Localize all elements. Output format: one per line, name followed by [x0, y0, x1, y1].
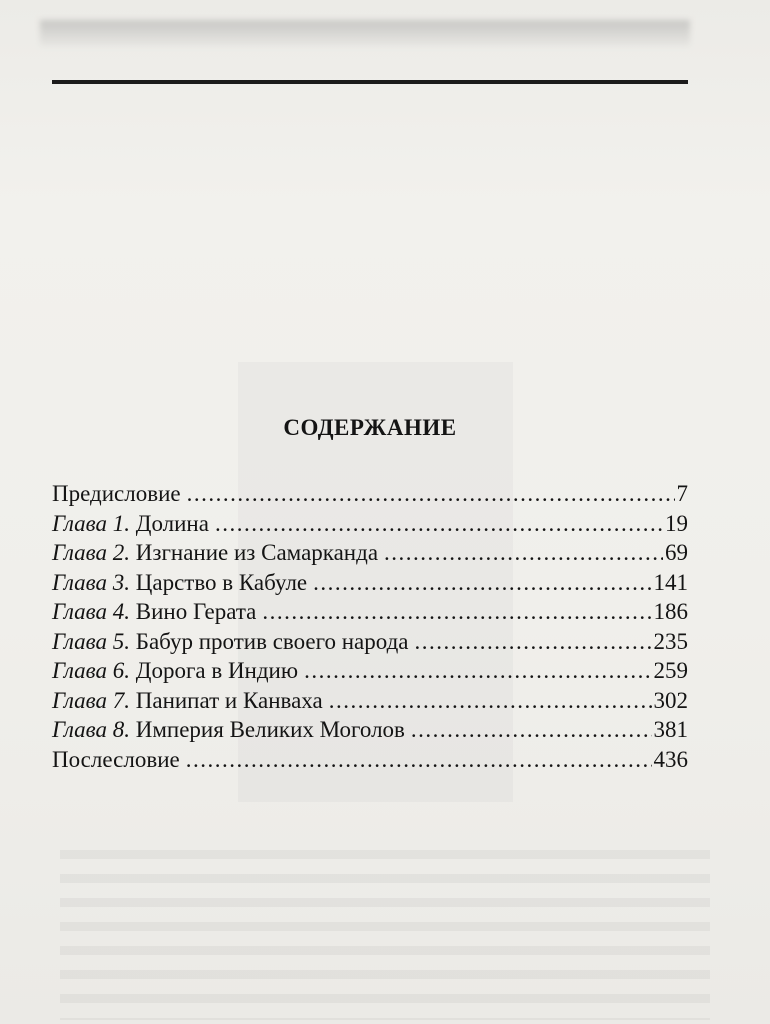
- toc-chapter-number: Глава 3.: [52, 569, 130, 595]
- toc-page-number: 69: [665, 540, 688, 565]
- toc-entry: [52, 597, 688, 627]
- page-title: СОДЕРЖАНИЕ: [283, 415, 457, 441]
- toc-page-number: 381: [653, 717, 688, 742]
- toc-chapter-number: Глава 4.: [52, 599, 130, 624]
- toc-leader-dots: [186, 745, 652, 775]
- toc-page-number: 259: [653, 658, 688, 683]
- toc-chapter-number: Глава 5.: [52, 628, 130, 654]
- toc-page-number: 436: [653, 746, 688, 772]
- toc-entry: [52, 538, 688, 568]
- toc-page-number: 302: [653, 687, 688, 713]
- toc-entry-label: [52, 627, 411, 657]
- toc-page-number: 235: [653, 628, 688, 654]
- toc-chapter-number: Глава 8.: [52, 717, 130, 742]
- toc-entry-label: [52, 656, 300, 686]
- toc-entry-title: Послесловие: [52, 746, 180, 772]
- toc-leader-dots: [313, 568, 651, 598]
- toc-entry: [52, 656, 688, 686]
- toc-leader-dots: [187, 479, 675, 509]
- toc-chapter-number: Глава 6.: [52, 658, 130, 683]
- toc-entry-label: [52, 568, 309, 598]
- toc-entry: [52, 686, 688, 716]
- toc-chapter-number: Глава 7.: [52, 687, 130, 713]
- toc-leader-dots: [304, 656, 651, 686]
- toc-entry-title: Бабур против своего народа: [135, 628, 409, 654]
- toc-entry-title: Царство в Кабуле: [135, 569, 308, 595]
- toc-entry-label: [52, 745, 182, 775]
- toc-entry-label: [52, 538, 380, 568]
- toc-entry: [52, 568, 688, 598]
- toc-entry-title: Империя Великих Моголов: [135, 717, 405, 742]
- toc-page-number: 7: [676, 481, 688, 506]
- page-top-shadow: [40, 20, 690, 46]
- toc-entry: [52, 479, 688, 509]
- toc-leader-dots: [262, 597, 651, 627]
- toc-entry: [52, 715, 688, 745]
- toc-entry-label: [52, 509, 211, 539]
- toc-entry-title: Вино Герата: [135, 599, 257, 624]
- toc-leader-dots: [329, 686, 652, 716]
- toc-chapter-number: Глава 2.: [52, 540, 130, 565]
- toc-entry-title: Панипат и Канваха: [135, 687, 323, 713]
- bleed-through-text: [60, 850, 710, 1020]
- toc-entry-label: [52, 597, 258, 627]
- toc-leader-dots: [415, 627, 652, 657]
- toc-entry: [52, 627, 688, 657]
- toc-entry-label: [52, 686, 325, 716]
- toc-entry-label: [52, 479, 183, 509]
- header-rule: [52, 80, 688, 84]
- toc-entry-title: Долина: [135, 510, 209, 536]
- toc-chapter-number: Глава 1.: [52, 510, 130, 536]
- toc-entry-label: [52, 715, 407, 745]
- toc-page-number: 141: [653, 569, 688, 595]
- toc-entry: [52, 745, 688, 775]
- toc-leader-dots: [411, 715, 652, 745]
- toc-leader-dots: [384, 538, 663, 568]
- toc-leader-dots: [215, 509, 663, 539]
- toc-entry-title: Дорога в Индию: [135, 658, 299, 683]
- toc-entry-title: Изгнание из Самарканда: [135, 540, 379, 565]
- toc-page-number: 186: [653, 599, 688, 624]
- toc-entry-title: Предисловие: [52, 481, 181, 506]
- toc-entry: [52, 509, 688, 539]
- table-of-contents: [52, 479, 688, 774]
- toc-page-number: 19: [665, 510, 688, 536]
